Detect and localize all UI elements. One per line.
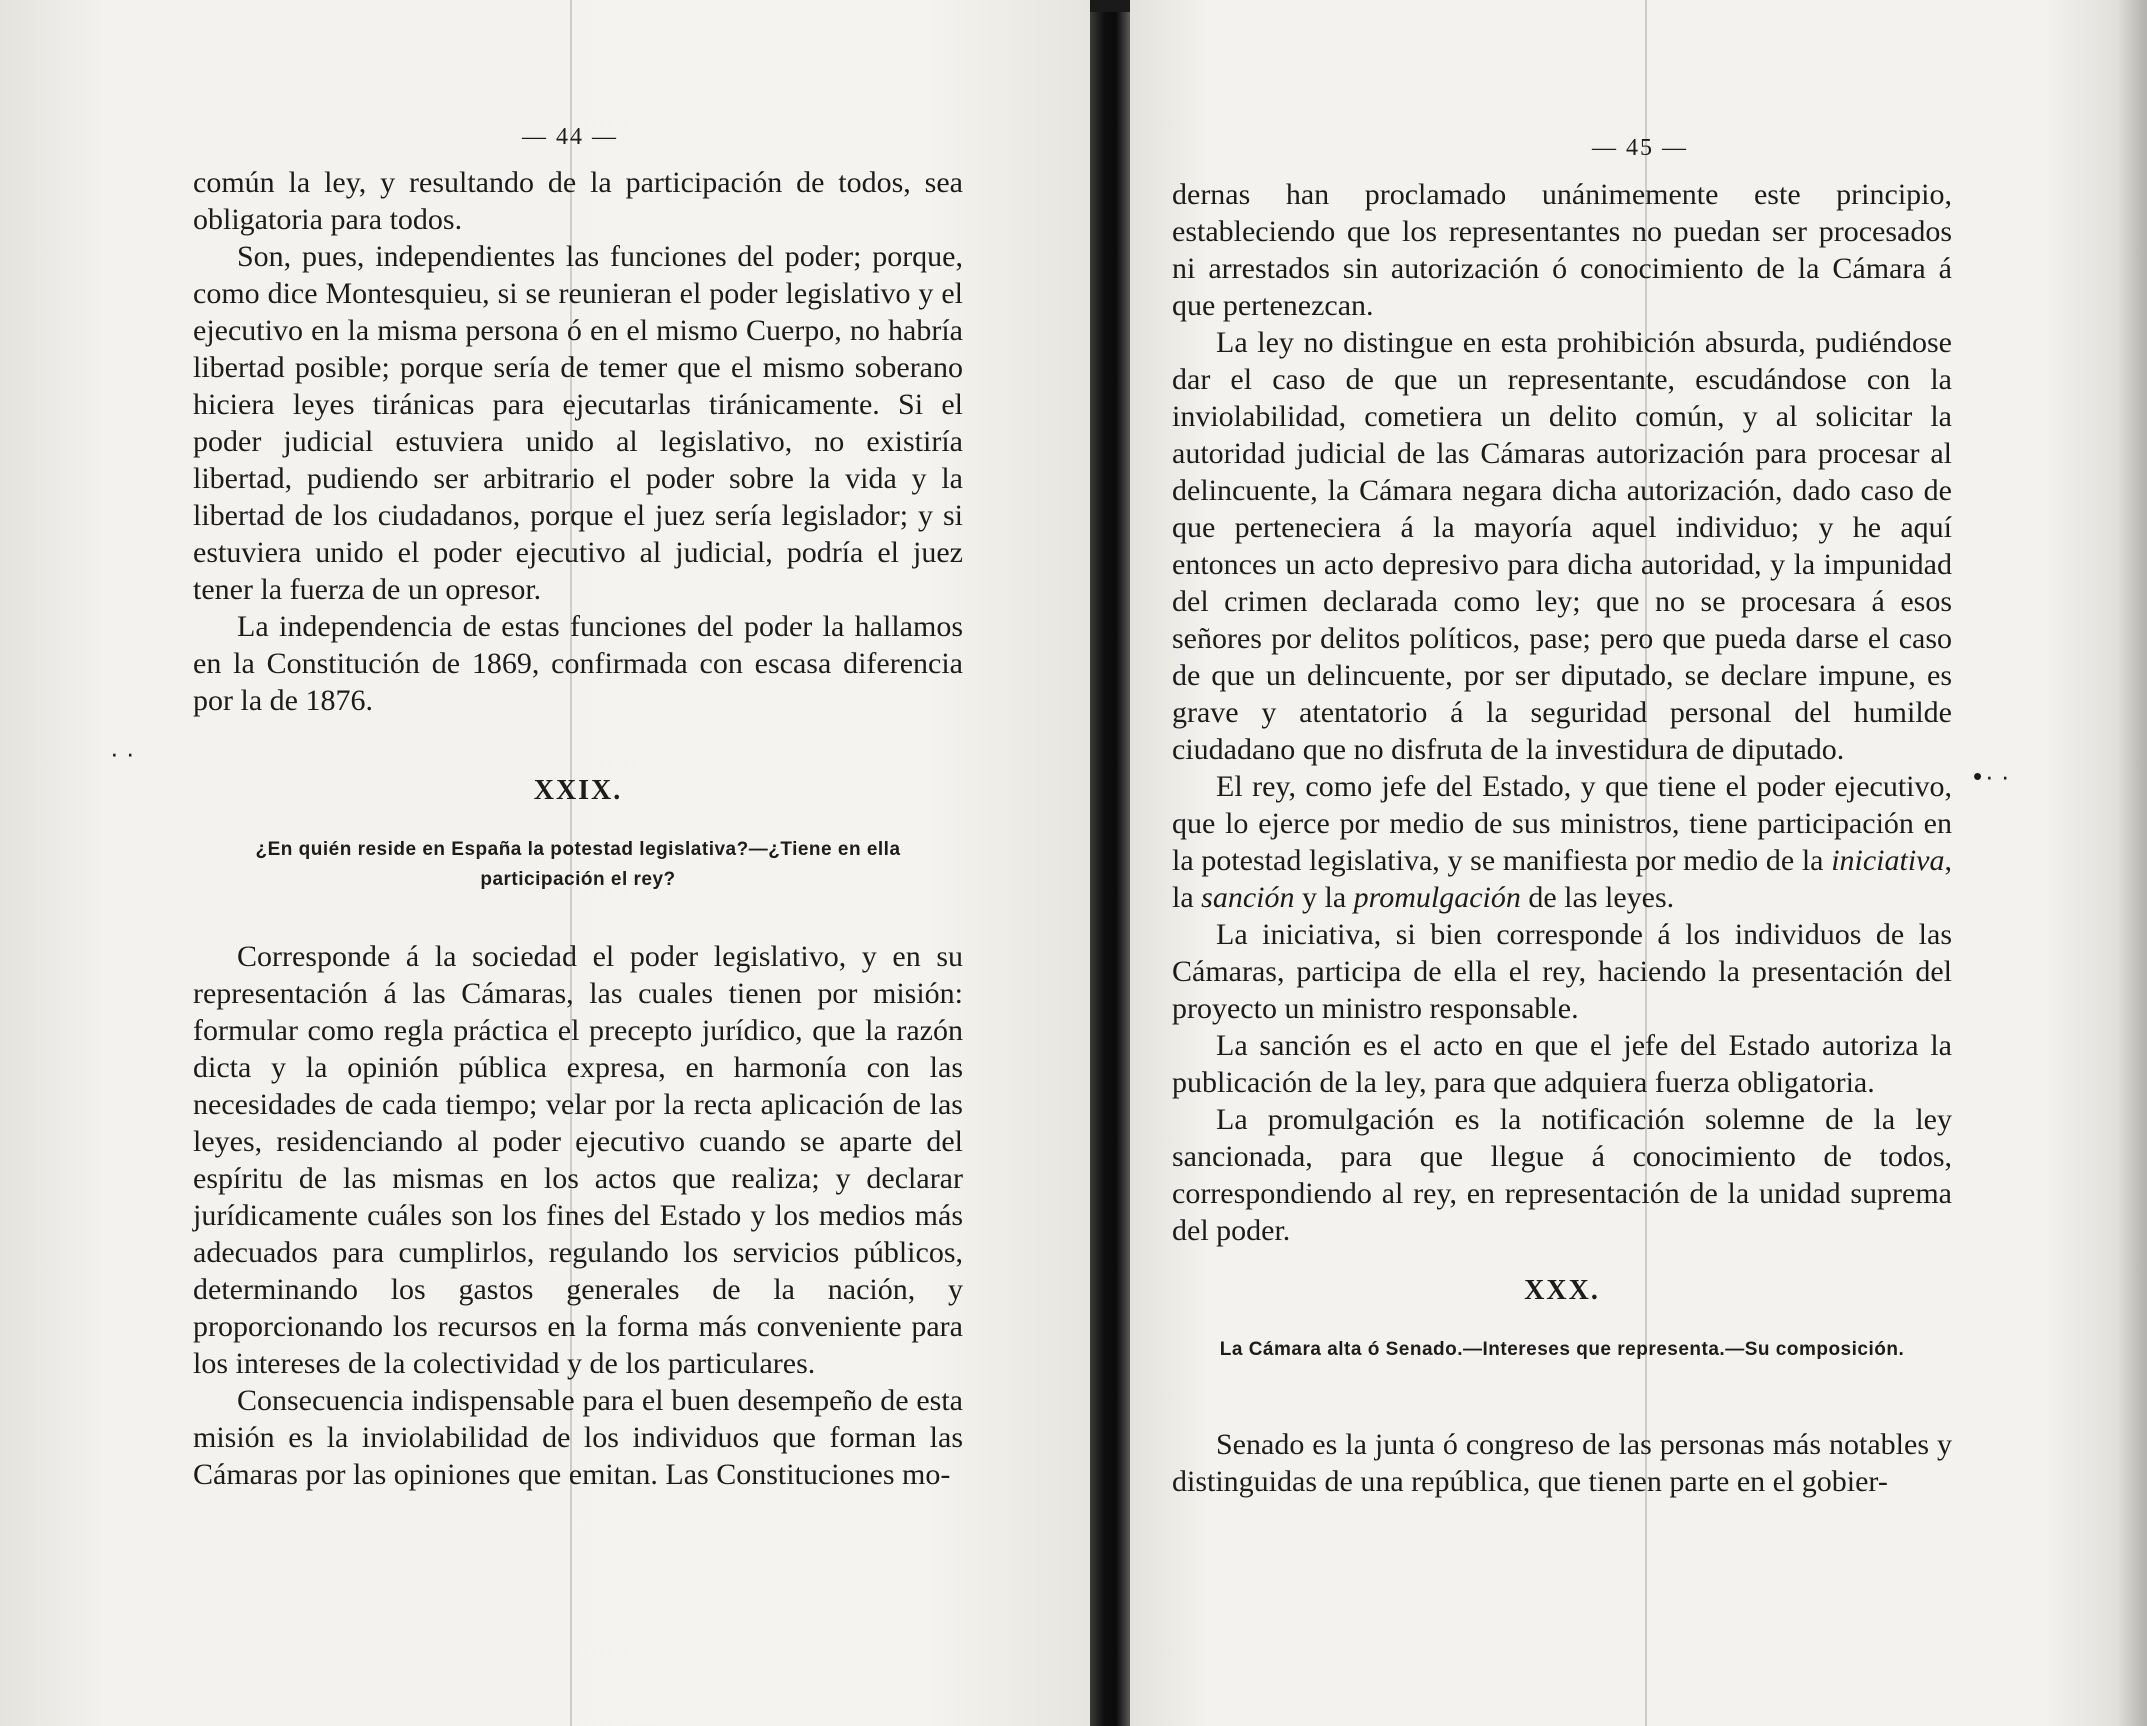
left-margin-marks: · · <box>110 738 135 768</box>
left-paragraph-5: Consecuencia indispensable para el buen desempeño de esta misión es la inviolabilidad de los individuos que forman las Cámaras por las opiniones que emitan. Las Constituciones mo- <box>193 1384 963 1491</box>
right-outer-marks: · · <box>1985 761 2010 791</box>
section-subtitle-xxix: ¿En quién reside en España la potestad legislativa?—¿Tiene en ella participación el rey? <box>255 839 901 890</box>
right-paragraph-3-text-d: de las leyes. <box>1520 881 1675 914</box>
right-page-edge-shadow <box>2117 0 2147 1726</box>
term-promulgacion: promulgación <box>1353 881 1521 914</box>
section-heading-xxix: XXIX. <box>533 775 623 806</box>
right-paragraph-6: La promulgación es la notificación solemne de la ley sancionada, para que llegue á conocimiento de todos, correspondiendo al rey, en representación de la unidad suprema del poder. <box>1172 1103 1952 1247</box>
right-paragraph-3-text-c: y la <box>1294 881 1354 914</box>
right-paragraph-2: La ley no distingue en esta prohibición absurda, pudiéndose dar el caso de que un representante, escudándose con la inviolabilidad, cometiera un delito común, y al solicitar la autoridad judicial de las Cámaras autorización para procesar al delincuente, la Cámara negara dicha autorización, dado caso de que perteneciera á la mayoría aquel individuo; y he aquí entonces un acto depresivo para dicha autoridad, y la impunidad del crimen declarada como ley; que no se procesara á esos señores por delitos políticos, pase; pero que pueda darse el caso de que un delincuente, por ser diputado, se declare impune, es grave y atentatorio á la seguridad personal del humilde ciudadano que no disfruta de la investidura de diputado. <box>1172 326 1952 766</box>
left-page-number: — 44 — <box>522 124 618 150</box>
left-paragraph-2: Son, pues, independientes las funciones del poder; porque, como dice Montesquieu, si se reunieran el poder legislativo y el ejecutivo en la misma persona ó en el mismo Cuerpo, no habría libertad posible; porque sería de temer que el mismo soberano hiciera leyes tiránicas para ejecutarlas tiránicamente. Si el poder judicial estuviera unido al legislativo, no existiría libertad, pudiendo ser arbitrario el poder sobre la vida y la libertad de los ciudadanos, porque el juez sería legislador; y si estuviera unido el poder ejecutivo al judicial, podría el juez tener la fuerza de un opresor. <box>193 240 963 606</box>
right-paragraph-1: dernas han proclamado unánimemente este principio, estableciendo que los representantes no puedan ser procesados ni arrestados sin autorización ó conocimiento de la Cámara á que pertenezcan. <box>1172 178 1952 322</box>
section-heading-xxx: XXX. <box>1524 1275 1600 1306</box>
right-paragraph-3 <box>1172 768 1952 916</box>
left-paragraph-4: Corresponde á la sociedad el poder legislativo, y en su representación á las Cámaras, las cuales tienen por misión: formular como regla práctica el precepto jurídico, que la razón dicta y la opinión pública expresa, en harmonía con las necesidades de cada tiempo; velar por la recta aplicación de las leyes, residenciando al poder ejecutivo cuando se aparte del espíritu de las mismas en los actos que realiza; y declarar jurídicamente cuáles son los fines del Estado y los medios más adecuados para cumplirlos, regulando los servicios públicos, determinando los gastos generales de la nación, y proporcionando los recursos en la forma más conveniente para los intereses de la colectividad y de los particulares. <box>193 940 963 1380</box>
right-paragraph-7: Senado es la junta ó congreso de las personas más notables y distinguidas de una república, que tienen parte en el gobier- <box>1172 1428 1952 1498</box>
left-section-header <box>193 772 963 895</box>
left-paragraph-1: común la ley, y resultando de la participación de todos, sea obligatoria para todos. <box>193 166 963 236</box>
right-page <box>1130 0 2147 1726</box>
term-sancion: sanción <box>1201 881 1295 914</box>
right-paragraph-5: La sanción es el acto en que el jefe del Estado autoriza la publicación de la ley, para que adquiera fuerza obligatoria. <box>1172 1029 1952 1099</box>
book-gutter <box>1090 0 1130 1726</box>
right-paragraph-4: La iniciativa, si bien corresponde á los individuos de las Cámaras, participa de ella el rey, haciendo la presentación del proyecto un ministro responsable. <box>1172 918 1952 1025</box>
left-page-text-bottom <box>193 938 963 1493</box>
left-paragraph-3: La independencia de estas funciones del poder la hallamos en la Constitución de 1869, confirmada con escasa diferencia por la de 1876. <box>193 610 963 717</box>
left-page-text-top <box>193 164 963 719</box>
right-section-header <box>1172 1272 1952 1365</box>
right-page-text-top <box>1172 176 1952 1249</box>
term-iniciativa: iniciativa <box>1831 844 1945 877</box>
right-margin-dot: • <box>1973 761 1983 791</box>
right-page-number: — 45 — <box>1592 135 1688 161</box>
right-paragraph-3-text-a: El rey, como jefe del Estado, y que tiene el poder ejecutivo, que lo ejerce por medio de sus ministros, tiene participación en la potestad legislativa, y se manifiesta por medio de la <box>1172 770 1952 877</box>
right-page-text-bottom <box>1172 1426 1952 1500</box>
section-subtitle-xxx: La Cámara alta ó Senado.—Intereses que representa.—Su composición. <box>1219 1339 1905 1360</box>
right-paragraph-3-text-b: , la <box>1172 844 1952 914</box>
